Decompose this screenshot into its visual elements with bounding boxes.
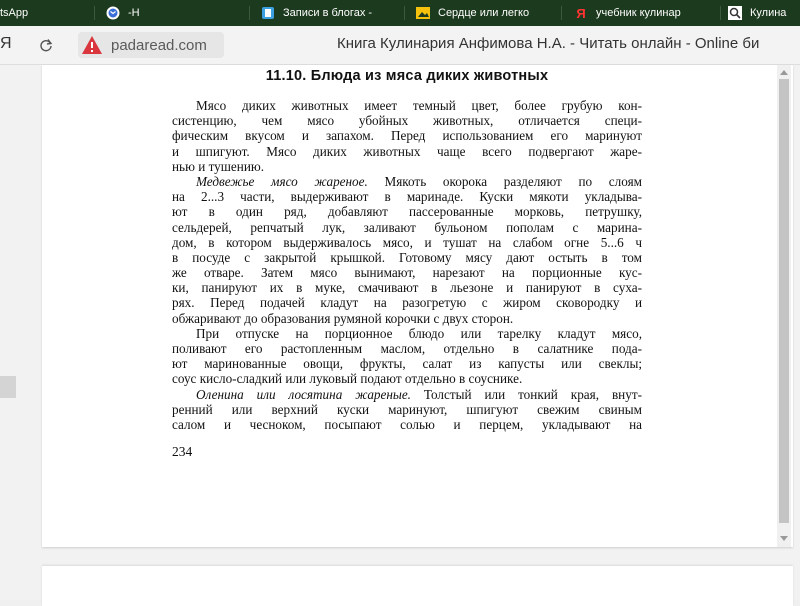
text-line [172, 204, 642, 219]
text-line-content: систенцию, чем мясо убойных животных, отличается специ- [172, 113, 642, 129]
tab-blog-posts[interactable] [261, 0, 397, 26]
next-page-viewer[interactable] [42, 566, 793, 606]
book-icon [261, 6, 275, 20]
text-line-content: обжаривают до образования румяной корочки с двух сторон. [172, 310, 514, 326]
text-line [172, 280, 642, 295]
text-line [172, 265, 642, 280]
text-line-content: ют маринованные овощи, фрукты, салат из капусты или свеклы; [172, 356, 642, 372]
text-line-content: ют в один ряд, добавляют пассерованные морковь, петрушку, [172, 204, 642, 220]
url-field[interactable] [78, 32, 224, 58]
text-line-content: салом и чесноком, посыпают солью и перцем, укладывают на [172, 416, 642, 432]
tab-separator [249, 6, 250, 20]
text-line [172, 144, 642, 159]
tab-label: Кулина [750, 7, 787, 19]
tab-label: Сердце или легко [438, 7, 530, 19]
security-warning-icon[interactable] [80, 33, 104, 57]
tab-separator [404, 6, 405, 20]
text-line [172, 341, 642, 356]
text-line-content: сельдерей, репчатый лук, заливают бульоном пополам с марина- [172, 219, 642, 235]
scroll-up-arrow-icon[interactable] [777, 66, 791, 78]
tab-cooking-textbook[interactable] [574, 0, 716, 26]
mail-icon [106, 6, 120, 20]
text-line-content: и шпигуют. Мясо диких животных чаще всего подвергают жаре- [172, 143, 642, 159]
tab-separator [94, 6, 95, 20]
tab-mail[interactable] [106, 0, 246, 26]
page-number: 234 [172, 444, 193, 460]
tab-separator [561, 6, 562, 20]
text-line [172, 387, 642, 402]
text-line-content: фическим вкусом и запахом. Перед использованием его маринуют [172, 128, 642, 144]
text-line-content: же отваре. Затем мясо вынимают, нарезают на порционные кус- [172, 265, 642, 281]
reload-icon[interactable] [36, 35, 56, 55]
book-text [172, 98, 642, 432]
yandex-icon: Я [576, 5, 586, 21]
text-line [172, 356, 642, 371]
tab-label: Записи в блогах - [283, 7, 373, 19]
text-line-content: дом, в котором выдерживалось мясо, и тушат на слабом огне 5...6 ч [172, 234, 642, 250]
vertical-scrollbar[interactable] [777, 65, 791, 547]
text-line-content: ренний или верхний куски маринуют, шпигуют свежим свиным [172, 401, 642, 417]
text-line [172, 113, 642, 128]
tab-label: -Н [128, 7, 140, 19]
search-icon [728, 6, 742, 20]
text-line [172, 311, 642, 326]
text-line [172, 250, 642, 265]
tab-label: учебник кулинар [596, 7, 681, 19]
tab-separator [720, 6, 721, 20]
tab-label: tsApp [0, 7, 29, 19]
text-line [172, 402, 642, 417]
section-title: 11.10. Блюда из мяса диких животных [265, 68, 549, 84]
text-line-content: поливают его растопленным маслом, отдельно в салатнике пода- [172, 341, 642, 356]
text-line [172, 417, 642, 432]
tab-cooking[interactable] [728, 0, 800, 26]
recipe-title: Оленина или лосятина жареные. [196, 386, 411, 402]
text-line-content: Толстый или тонкий края, внут- [410, 386, 642, 402]
text-line-content: рях. Перед подачей кладут на разогретую с жиром сковородку и [172, 295, 642, 311]
recipe-title: Медвежье мясо жареное. [196, 173, 368, 189]
page-title: Книга Кулинария Анфимова Н.А. - Читать онлайн - Online би [337, 35, 760, 52]
content-area [0, 65, 800, 600]
text-line-content: Мякоть окорока разделяют по слоям [367, 173, 642, 189]
text-line [172, 98, 642, 113]
text-line [172, 326, 642, 341]
book-page [172, 65, 642, 460]
text-line-content: нью и тушению. [172, 158, 265, 174]
scroll-down-arrow-icon[interactable] [777, 533, 791, 545]
url-text: padaread.com [111, 36, 207, 54]
address-bar-row [0, 26, 800, 65]
text-line-content: соус кисло-сладкий или луковый подают отдельно в соуснике. [172, 371, 523, 387]
text-line [172, 189, 642, 204]
text-line [172, 371, 642, 386]
tab-heart-or-lungs[interactable] [416, 0, 556, 26]
tab-strip [0, 0, 800, 26]
text-line [172, 174, 642, 189]
text-line-content: на 2...3 части, выдерживают в маринаде. Куски мякоти укладыва- [172, 189, 642, 205]
text-line-content: Мясо диких животных имеет темный цвет, более грубую кон- [196, 98, 642, 113]
text-line [172, 220, 642, 235]
tab-whatsapp[interactable] [0, 0, 92, 26]
text-line [172, 128, 642, 143]
scrollbar-thumb[interactable] [779, 79, 789, 523]
image-icon [416, 6, 430, 20]
text-line [172, 235, 642, 250]
text-line [172, 295, 642, 310]
text-line-content: в посуде с закрытой крышкой. Готовому мясу дают остыть в том [172, 249, 642, 265]
text-line-content: При отпуске на порционное блюдо или тарелку кладут мясо, [196, 325, 642, 341]
book-page-viewer[interactable] [42, 65, 793, 547]
text-line [172, 159, 642, 174]
side-panel-handle[interactable] [0, 376, 16, 398]
yandex-home-button[interactable]: Я [0, 35, 12, 52]
text-line-content: ки, панируют их в муке, смачивают в льезоне и панируют в суха- [172, 280, 642, 296]
